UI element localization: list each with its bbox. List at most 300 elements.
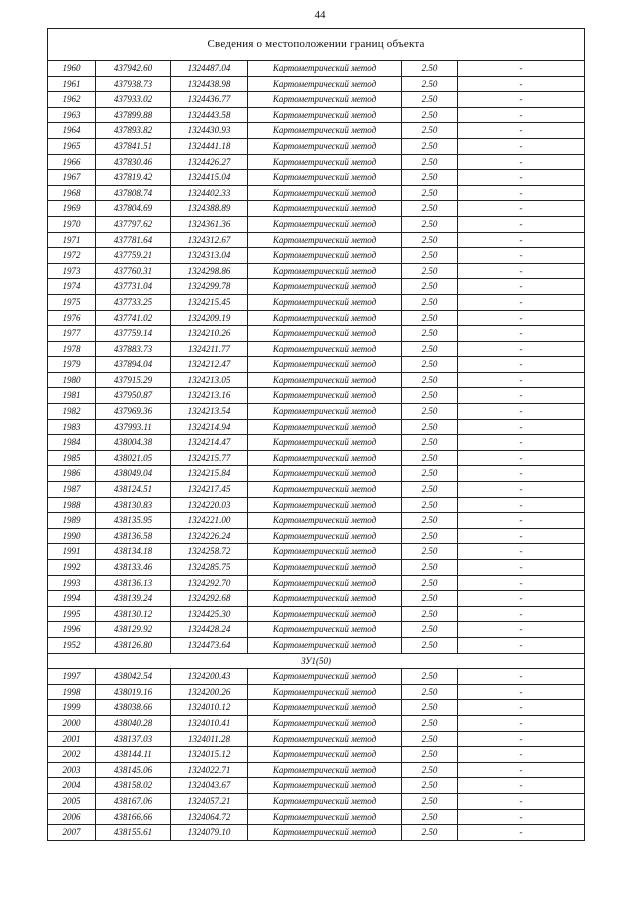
y-coordinate-cell: 1324425.30 (171, 606, 248, 622)
boundary-table-sheet (47, 28, 584, 841)
method-cell: Картометрический метод (248, 825, 402, 841)
y-coordinate-cell: 1324361.36 (171, 216, 248, 232)
accuracy-cell: 2.50 (402, 404, 458, 420)
table-row (48, 294, 585, 310)
x-coordinate-cell: 437731.04 (96, 279, 171, 295)
accuracy-cell: 2.50 (402, 435, 458, 451)
accuracy-cell: 2.50 (402, 232, 458, 248)
method-cell: Картометрический метод (248, 700, 402, 716)
table-row (48, 637, 585, 653)
point-number-cell: 1977 (48, 326, 96, 342)
x-coordinate-cell: 438145.06 (96, 762, 171, 778)
table-row (48, 622, 585, 638)
x-coordinate-cell: 437830.46 (96, 154, 171, 170)
point-number-cell: 1965 (48, 138, 96, 154)
x-coordinate-cell: 437893.82 (96, 123, 171, 139)
x-coordinate-cell: 438129.92 (96, 622, 171, 638)
x-coordinate-cell: 438137.03 (96, 731, 171, 747)
point-number-cell: 1985 (48, 450, 96, 466)
table-row (48, 388, 585, 404)
x-coordinate-cell: 437741.02 (96, 310, 171, 326)
method-cell: Картометрический метод (248, 669, 402, 685)
accuracy-cell: 2.50 (402, 684, 458, 700)
x-coordinate-cell: 438136.13 (96, 575, 171, 591)
x-coordinate-cell: 438167.06 (96, 793, 171, 809)
description-cell: - (458, 684, 585, 700)
x-coordinate-cell: 438155.61 (96, 825, 171, 841)
table-row (48, 404, 585, 420)
y-coordinate-cell: 1324215.45 (171, 294, 248, 310)
accuracy-cell: 2.50 (402, 560, 458, 576)
point-number-cell: 1964 (48, 123, 96, 139)
table-row (48, 248, 585, 264)
point-number-cell: 1975 (48, 294, 96, 310)
y-coordinate-cell: 1324057.21 (171, 793, 248, 809)
accuracy-cell: 2.50 (402, 793, 458, 809)
point-number-cell: 2006 (48, 809, 96, 825)
accuracy-cell: 2.50 (402, 622, 458, 638)
description-cell: - (458, 310, 585, 326)
method-cell: Картометрический метод (248, 560, 402, 576)
y-coordinate-cell: 1324426.27 (171, 154, 248, 170)
table-row (48, 825, 585, 841)
description-cell: - (458, 637, 585, 653)
y-coordinate-cell: 1324010.12 (171, 700, 248, 716)
x-coordinate-cell: 438019.16 (96, 684, 171, 700)
method-cell: Картометрический метод (248, 107, 402, 123)
table-row (48, 466, 585, 482)
method-cell: Картометрический метод (248, 372, 402, 388)
accuracy-cell: 2.50 (402, 357, 458, 373)
y-coordinate-cell: 1324214.47 (171, 435, 248, 451)
x-coordinate-cell: 438158.02 (96, 778, 171, 794)
description-cell: - (458, 388, 585, 404)
accuracy-cell: 2.50 (402, 76, 458, 92)
description-cell: - (458, 560, 585, 576)
accuracy-cell: 2.50 (402, 294, 458, 310)
y-coordinate-cell: 1324043.67 (171, 778, 248, 794)
description-cell: - (458, 404, 585, 420)
x-coordinate-cell: 437950.87 (96, 388, 171, 404)
accuracy-cell: 2.50 (402, 107, 458, 123)
description-cell: - (458, 762, 585, 778)
method-cell: Картометрический метод (248, 279, 402, 295)
point-number-cell: 2004 (48, 778, 96, 794)
accuracy-cell: 2.50 (402, 513, 458, 529)
x-coordinate-cell: 438133.46 (96, 560, 171, 576)
table-row (48, 591, 585, 607)
method-cell: Картометрический метод (248, 419, 402, 435)
x-coordinate-cell: 438049.04 (96, 466, 171, 482)
x-coordinate-cell: 437759.14 (96, 326, 171, 342)
method-cell: Картометрический метод (248, 606, 402, 622)
description-cell: - (458, 575, 585, 591)
point-number-cell: 1999 (48, 700, 96, 716)
y-coordinate-cell: 1324213.05 (171, 372, 248, 388)
point-number-cell: 1994 (48, 591, 96, 607)
x-coordinate-cell: 438038.66 (96, 700, 171, 716)
y-coordinate-cell: 1324022.71 (171, 762, 248, 778)
method-cell: Картометрический метод (248, 248, 402, 264)
y-coordinate-cell: 1324428.24 (171, 622, 248, 638)
y-coordinate-cell: 1324298.86 (171, 263, 248, 279)
point-number-cell: 2005 (48, 793, 96, 809)
point-number-cell: 1984 (48, 435, 96, 451)
y-coordinate-cell: 1324292.68 (171, 591, 248, 607)
method-cell: Картометрический метод (248, 731, 402, 747)
method-cell: Картометрический метод (248, 263, 402, 279)
point-number-cell: 1960 (48, 61, 96, 77)
table-row (48, 778, 585, 794)
table-row (48, 216, 585, 232)
x-coordinate-cell: 438144.11 (96, 747, 171, 763)
accuracy-cell: 2.50 (402, 170, 458, 186)
method-cell: Картометрический метод (248, 544, 402, 560)
accuracy-cell: 2.50 (402, 544, 458, 560)
description-cell: - (458, 544, 585, 560)
y-coordinate-cell: 1324292.70 (171, 575, 248, 591)
accuracy-cell: 2.50 (402, 669, 458, 685)
method-cell: Картометрический метод (248, 715, 402, 731)
method-cell: Картометрический метод (248, 357, 402, 373)
point-number-cell: 1992 (48, 560, 96, 576)
accuracy-cell: 2.50 (402, 419, 458, 435)
point-number-cell: 1986 (48, 466, 96, 482)
x-coordinate-cell: 438134.18 (96, 544, 171, 560)
method-cell: Картометрический метод (248, 154, 402, 170)
method-cell: Картометрический метод (248, 466, 402, 482)
description-cell: - (458, 466, 585, 482)
table-row (48, 715, 585, 731)
description-cell: - (458, 61, 585, 77)
description-cell: - (458, 482, 585, 498)
y-coordinate-cell: 1324487.04 (171, 61, 248, 77)
x-coordinate-cell: 437933.02 (96, 92, 171, 108)
table-row (48, 310, 585, 326)
x-coordinate-cell: 438139.24 (96, 591, 171, 607)
x-coordinate-cell: 437797.62 (96, 216, 171, 232)
x-coordinate-cell: 438135.95 (96, 513, 171, 529)
accuracy-cell: 2.50 (402, 715, 458, 731)
accuracy-cell: 2.50 (402, 575, 458, 591)
y-coordinate-cell: 1324221.00 (171, 513, 248, 529)
table-row (48, 326, 585, 342)
method-cell: Картометрический метод (248, 76, 402, 92)
x-coordinate-cell: 437819.42 (96, 170, 171, 186)
point-number-cell: 2003 (48, 762, 96, 778)
point-number-cell: 1997 (48, 669, 96, 685)
table-row (48, 123, 585, 139)
point-number-cell: 1966 (48, 154, 96, 170)
point-number-cell: 1968 (48, 185, 96, 201)
point-number-cell: 1969 (48, 201, 96, 217)
description-cell: - (458, 497, 585, 513)
method-cell: Картометрический метод (248, 201, 402, 217)
section-row (48, 653, 585, 669)
table-row (48, 279, 585, 295)
y-coordinate-cell: 1324258.72 (171, 544, 248, 560)
x-coordinate-cell: 438166.66 (96, 809, 171, 825)
method-cell: Картометрический метод (248, 793, 402, 809)
method-cell: Картометрический метод (248, 92, 402, 108)
accuracy-cell: 2.50 (402, 326, 458, 342)
point-number-cell: 1974 (48, 279, 96, 295)
x-coordinate-cell: 437915.29 (96, 372, 171, 388)
method-cell: Картометрический метод (248, 513, 402, 529)
accuracy-cell: 2.50 (402, 778, 458, 794)
table-row (48, 575, 585, 591)
x-coordinate-cell: 438130.12 (96, 606, 171, 622)
point-number-cell: 1952 (48, 637, 96, 653)
y-coordinate-cell: 1324415.04 (171, 170, 248, 186)
x-coordinate-cell: 438136.58 (96, 528, 171, 544)
y-coordinate-cell: 1324443.58 (171, 107, 248, 123)
table-row (48, 700, 585, 716)
table-title: Сведения о местоположении границ объекта (48, 29, 585, 61)
point-number-cell: 1988 (48, 497, 96, 513)
description-cell: - (458, 341, 585, 357)
point-number-cell: 1989 (48, 513, 96, 529)
boundary-table (47, 28, 585, 841)
x-coordinate-cell: 437808.74 (96, 185, 171, 201)
description-cell: - (458, 372, 585, 388)
point-number-cell: 1998 (48, 684, 96, 700)
description-cell: - (458, 778, 585, 794)
accuracy-cell: 2.50 (402, 185, 458, 201)
point-number-cell: 1963 (48, 107, 96, 123)
accuracy-cell: 2.50 (402, 528, 458, 544)
accuracy-cell: 2.50 (402, 606, 458, 622)
accuracy-cell: 2.50 (402, 731, 458, 747)
y-coordinate-cell: 1324210.26 (171, 326, 248, 342)
table-row (48, 809, 585, 825)
point-number-cell: 2007 (48, 825, 96, 841)
point-number-cell: 1979 (48, 357, 96, 373)
table-row (48, 544, 585, 560)
accuracy-cell: 2.50 (402, 279, 458, 295)
point-number-cell: 1972 (48, 248, 96, 264)
method-cell: Картометрический метод (248, 762, 402, 778)
accuracy-cell: 2.50 (402, 216, 458, 232)
y-coordinate-cell: 1324441.18 (171, 138, 248, 154)
accuracy-cell: 2.50 (402, 92, 458, 108)
y-coordinate-cell: 1324285.75 (171, 560, 248, 576)
accuracy-cell: 2.50 (402, 341, 458, 357)
accuracy-cell: 2.50 (402, 450, 458, 466)
point-number-cell: 1991 (48, 544, 96, 560)
point-number-cell: 1980 (48, 372, 96, 388)
accuracy-cell: 2.50 (402, 497, 458, 513)
table-row (48, 669, 585, 685)
y-coordinate-cell: 1324220.03 (171, 497, 248, 513)
table-row (48, 263, 585, 279)
y-coordinate-cell: 1324214.94 (171, 419, 248, 435)
description-cell: - (458, 279, 585, 295)
point-number-cell: 1987 (48, 482, 96, 498)
method-cell: Картометрический метод (248, 747, 402, 763)
point-number-cell: 1995 (48, 606, 96, 622)
y-coordinate-cell: 1324064.72 (171, 809, 248, 825)
description-cell: - (458, 248, 585, 264)
description-cell: - (458, 138, 585, 154)
accuracy-cell: 2.50 (402, 154, 458, 170)
table-row (48, 357, 585, 373)
y-coordinate-cell: 1324079.10 (171, 825, 248, 841)
table-row (48, 419, 585, 435)
point-number-cell: 1971 (48, 232, 96, 248)
y-coordinate-cell: 1324312.67 (171, 232, 248, 248)
accuracy-cell: 2.50 (402, 372, 458, 388)
x-coordinate-cell: 438124.51 (96, 482, 171, 498)
y-coordinate-cell: 1324209.19 (171, 310, 248, 326)
method-cell: Картометрический метод (248, 294, 402, 310)
description-cell: - (458, 170, 585, 186)
description-cell: - (458, 216, 585, 232)
point-number-cell: 1993 (48, 575, 96, 591)
description-cell: - (458, 793, 585, 809)
description-cell: - (458, 700, 585, 716)
table-row (48, 497, 585, 513)
description-cell: - (458, 154, 585, 170)
table-row (48, 482, 585, 498)
x-coordinate-cell: 437894.04 (96, 357, 171, 373)
method-cell: Картометрический метод (248, 216, 402, 232)
point-number-cell: 2000 (48, 715, 96, 731)
page-number: 44 (314, 9, 326, 21)
x-coordinate-cell: 437899.88 (96, 107, 171, 123)
description-cell: - (458, 326, 585, 342)
x-coordinate-cell: 437841.51 (96, 138, 171, 154)
method-cell: Картометрический метод (248, 497, 402, 513)
table-row (48, 154, 585, 170)
table-row (48, 747, 585, 763)
point-number-cell: 1990 (48, 528, 96, 544)
accuracy-cell: 2.50 (402, 809, 458, 825)
y-coordinate-cell: 1324388.89 (171, 201, 248, 217)
table-row (48, 76, 585, 92)
method-cell: Картометрический метод (248, 435, 402, 451)
y-coordinate-cell: 1324430.93 (171, 123, 248, 139)
point-number-cell: 1962 (48, 92, 96, 108)
point-number-cell: 1983 (48, 419, 96, 435)
description-cell: - (458, 107, 585, 123)
method-cell: Картометрический метод (248, 185, 402, 201)
accuracy-cell: 2.50 (402, 61, 458, 77)
point-number-cell: 2001 (48, 731, 96, 747)
x-coordinate-cell: 438004.38 (96, 435, 171, 451)
description-cell: - (458, 450, 585, 466)
accuracy-cell: 2.50 (402, 637, 458, 653)
point-number-cell: 1976 (48, 310, 96, 326)
method-cell: Картометрический метод (248, 232, 402, 248)
x-coordinate-cell: 438126.80 (96, 637, 171, 653)
y-coordinate-cell: 1324200.26 (171, 684, 248, 700)
description-cell: - (458, 825, 585, 841)
method-cell: Картометрический метод (248, 310, 402, 326)
description-cell: - (458, 419, 585, 435)
point-number-cell: 1981 (48, 388, 96, 404)
y-coordinate-cell: 1324010.41 (171, 715, 248, 731)
x-coordinate-cell: 437760.31 (96, 263, 171, 279)
point-number-cell: 1978 (48, 341, 96, 357)
y-coordinate-cell: 1324226.24 (171, 528, 248, 544)
description-cell: - (458, 232, 585, 248)
method-cell: Картометрический метод (248, 637, 402, 653)
y-coordinate-cell: 1324215.84 (171, 466, 248, 482)
point-number-cell: 1996 (48, 622, 96, 638)
y-coordinate-cell: 1324015.12 (171, 747, 248, 763)
x-coordinate-cell: 437883.73 (96, 341, 171, 357)
description-cell: - (458, 513, 585, 529)
description-cell: - (458, 606, 585, 622)
y-coordinate-cell: 1324011.28 (171, 731, 248, 747)
point-number-cell: 1970 (48, 216, 96, 232)
table-row (48, 138, 585, 154)
method-cell: Картометрический метод (248, 341, 402, 357)
method-cell: Картометрический метод (248, 482, 402, 498)
description-cell: - (458, 622, 585, 638)
method-cell: Картометрический метод (248, 778, 402, 794)
table-row (48, 435, 585, 451)
x-coordinate-cell: 437993.11 (96, 419, 171, 435)
table-row (48, 606, 585, 622)
y-coordinate-cell: 1324402.33 (171, 185, 248, 201)
point-number-cell: 1973 (48, 263, 96, 279)
x-coordinate-cell: 437938.73 (96, 76, 171, 92)
table-title-row (48, 29, 585, 61)
table-row (48, 185, 585, 201)
method-cell: Картометрический метод (248, 61, 402, 77)
point-number-cell: 1961 (48, 76, 96, 92)
table-row (48, 61, 585, 77)
description-cell: - (458, 591, 585, 607)
description-cell: - (458, 185, 585, 201)
accuracy-cell: 2.50 (402, 201, 458, 217)
accuracy-cell: 2.50 (402, 310, 458, 326)
table-row (48, 107, 585, 123)
description-cell: - (458, 263, 585, 279)
description-cell: - (458, 76, 585, 92)
y-coordinate-cell: 1324211.77 (171, 341, 248, 357)
x-coordinate-cell: 438130.83 (96, 497, 171, 513)
point-number-cell: 1967 (48, 170, 96, 186)
method-cell: Картометрический метод (248, 591, 402, 607)
accuracy-cell: 2.50 (402, 762, 458, 778)
accuracy-cell: 2.50 (402, 591, 458, 607)
y-coordinate-cell: 1324436.77 (171, 92, 248, 108)
table-row (48, 762, 585, 778)
y-coordinate-cell: 1324212.47 (171, 357, 248, 373)
description-cell: - (458, 123, 585, 139)
method-cell: Картометрический метод (248, 404, 402, 420)
method-cell: Картометрический метод (248, 450, 402, 466)
description-cell: - (458, 747, 585, 763)
table-row (48, 731, 585, 747)
description-cell: - (458, 731, 585, 747)
point-number-cell: 1982 (48, 404, 96, 420)
x-coordinate-cell: 438042.54 (96, 669, 171, 685)
x-coordinate-cell: 437804.69 (96, 201, 171, 217)
description-cell: - (458, 715, 585, 731)
description-cell: - (458, 357, 585, 373)
accuracy-cell: 2.50 (402, 138, 458, 154)
table-row (48, 560, 585, 576)
method-cell: Картометрический метод (248, 123, 402, 139)
table-row (48, 513, 585, 529)
method-cell: Картометрический метод (248, 388, 402, 404)
y-coordinate-cell: 1324313.04 (171, 248, 248, 264)
table-body (48, 61, 585, 841)
